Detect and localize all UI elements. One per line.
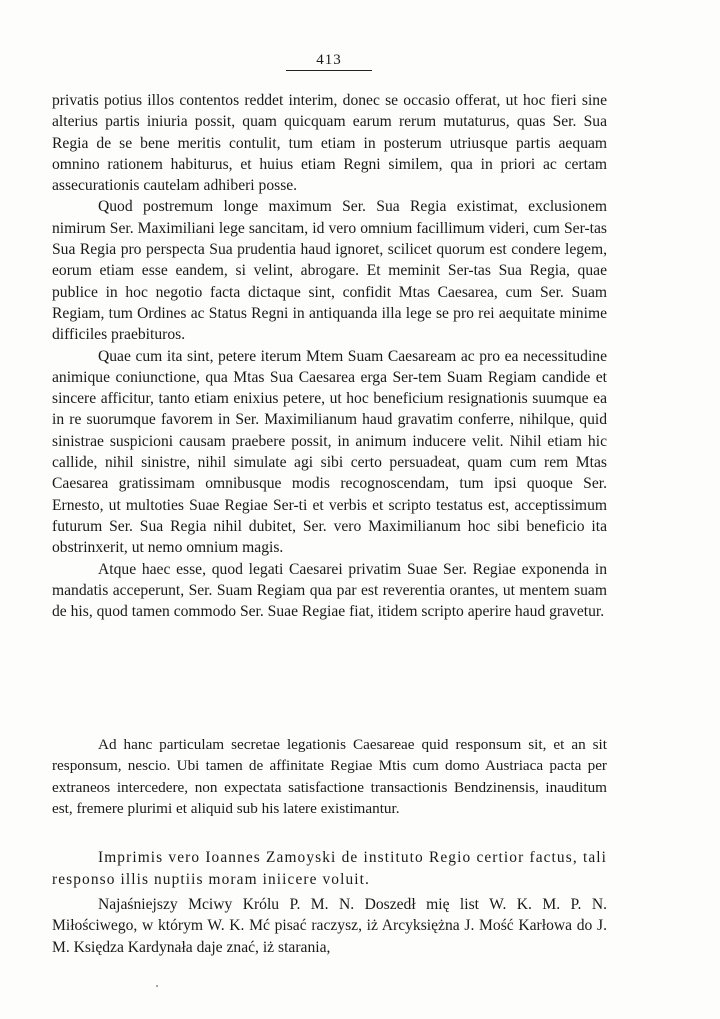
paragraph-spaced: Imprimis vero Ioannes Zamoyski de instituto Regio certior factus, tali responso illis nuptiis moram iniicere voluit. bbox=[52, 849, 607, 888]
spaced-text-block bbox=[52, 847, 607, 890]
paragraph-2: Quod postremum longe maximum Ser. Sua Regia existimat, exclusionem nimirum Ser. Maximiliani lege sancitam, id vero omnium facillimum videri, cum Ser-tas Sua Regia pro perspecta Sua prudentia haud ignoret, scilicet quorum est condere legem, eorum etiam esse eandem, si velint, abrogare. Et meminit Ser-tas Sua Regia, quae publice in hoc negotio facta dictaque sint, confidit Mtas Caesarea, cum Ser. Suam Regiam, tum Ordines ac Status Regni in antiquanda illa lege se pro rei aequitate minime difficiles praebituros. bbox=[52, 198, 607, 344]
main-text-block bbox=[52, 90, 607, 622]
paper-speck bbox=[156, 985, 158, 987]
paragraph-letter: Najaśniejszy Mciwy Królu P. M. N. Doszedł mię list W. K. M. P. N. Miłościwego, w którym W. K. Mć pisać raczysz, iż Arcyksiężna J. Mość Karłowa do J. M. Księdza Kardynała daje znać, iż starania, bbox=[52, 896, 607, 956]
paragraph-4: Atque haec esse, quod legati Caesarei privatim Suae Ser. Regiae exponenda in mandatis acceperunt, Ser. Suam Regiam qua par est reverentia orantes, ut mentem suam de his, quod tamen commodo Ser. Suae Regiae fiat, itidem scripto aperire haud gravetur. bbox=[52, 560, 607, 621]
page-number: 413 bbox=[286, 52, 372, 71]
paragraph-3: Quae cum ita sint, petere iterum Mtem Suam Caesaream ac pro ea necessitudine animique coniunctione, qua Mtas Sua Caesarea erga Ser-tem Suam Regiam candide et sincere afficitur, tanto etiam enixius petere, ut hoc beneficium resignationis suumque ea in re suorumque favorem in Ser. Maximilianum haud gravatim conferre, nihilque, quid sinistrae suspicioni causam praebere possit, in animum inducere velit. Nihil etiam hic callide, nihil sinistre, nihil simulate agi sibi certo persuadeat, quam cum rem Mtas Caesarea gratissimam omnibusque modis recognoscendam, tum ipsi quoque Ser. Ernesto, ut multoties Suae Regiae Ser-ti et verbis et scripto testatus est, acceptissimum futurum Ser. Sua Regia nihil dubitet, Ser. vero Maximilianum hoc sibi beneficio ita obstrinxerit, ut nemo omnium magis. bbox=[52, 347, 607, 557]
paragraph-commentary: Ad hanc particulam secretae legationis Caesareae quid responsum sit, et an sit responsum, nescio. Ubi tamen de affinitate Regiae Mtis cum domo Austriaca pacta per extraneos intercedere, non expectata satisfactione transactionis Bendzinensis, inauditum est, fremere plurimi et aliquid sub his latere existimantur. bbox=[52, 736, 607, 818]
commentary-block bbox=[52, 734, 607, 820]
paragraph-1: privatis potius illos contentos reddet interim, donec se occasio offerat, ut hoc fieri sine alterius partis iniuria possit, quam quicquam earum rerum mutaturus, quas Ser. Sua Regia de se bene meritis contulit, tum etiam in posterum utriusque partis aequam omnino rationem habiturus, et huius etiam Regni similem, qua in priori ac certam assecurationis cautelam adhiberi posse. bbox=[52, 92, 607, 195]
letter-text-block bbox=[52, 894, 607, 958]
